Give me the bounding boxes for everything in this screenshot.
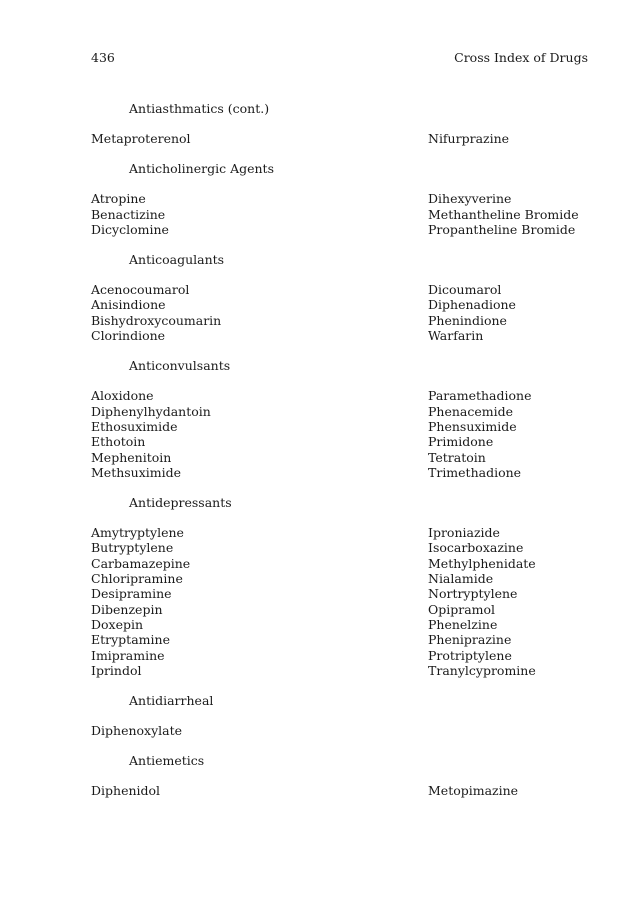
drug-name: Phenacemide [428, 403, 514, 419]
drug-column-right [428, 282, 516, 343]
drug-name: Chloripramine [91, 571, 183, 587]
drug-name: Imipramine [91, 647, 165, 663]
drug-column-left [91, 388, 211, 480]
drug-name: Benactizine [91, 206, 166, 222]
drug-name: Butryptylene [91, 540, 174, 556]
section-heading: Antidiarrheal [129, 693, 214, 709]
drug-columns [0, 783, 639, 798]
drug-columns [0, 282, 639, 343]
drug-name: Diphenylhydantoin [91, 403, 211, 419]
drug-name: Tranylcypromine [428, 662, 536, 678]
drug-name: Dicyclomine [91, 221, 169, 237]
drug-name: Dicoumarol [428, 282, 502, 298]
drug-name: Desipramine [91, 586, 172, 602]
drug-section [0, 160, 639, 237]
drug-name: Dibenzepin [91, 601, 163, 617]
drug-name: Paramethadione [428, 388, 532, 404]
drug-section [0, 494, 639, 678]
page-number: 436 [91, 50, 115, 65]
drug-name: Ethotoin [91, 434, 146, 450]
drug-name: Ethosuximide [91, 418, 178, 434]
drug-columns [0, 131, 639, 146]
drug-name: Mephenitoin [91, 449, 172, 465]
drug-name: Atropine [91, 191, 146, 207]
drug-name: Iprindol [91, 662, 142, 678]
drug-name: Tetratoin [428, 449, 486, 465]
drug-name: Diphenadione [428, 297, 516, 313]
drug-name: Nialamide [428, 571, 494, 587]
running-title: Cross Index of Drugs [454, 50, 588, 65]
drug-name: Protriptylene [428, 647, 512, 663]
drug-name: Diphenidol [91, 783, 161, 799]
drug-column-right [428, 783, 518, 798]
drug-name: Carbamazepine [91, 555, 191, 571]
drug-name: Clorindione [91, 328, 166, 344]
drug-name: Metaproterenol [91, 131, 191, 146]
drug-name: Doxepin [91, 616, 144, 632]
drug-name: Methsuximide [91, 464, 182, 480]
drug-name: Etryptamine [91, 632, 170, 648]
section-heading: Antiasthmatics (cont.) [129, 101, 270, 116]
drug-name: Nortryptylene [428, 586, 518, 602]
drug-columns [0, 525, 639, 678]
drug-name: Propantheline Bromide [428, 221, 576, 237]
drug-section [0, 251, 639, 343]
section-heading: Antidepressants [129, 495, 232, 511]
drug-name: Phenelzine [428, 616, 498, 632]
drug-columns [0, 388, 639, 480]
drug-name: Diphenoxylate [91, 723, 183, 739]
drug-name: Iproniazide [428, 525, 500, 541]
drug-name: Methantheline Bromide [428, 206, 579, 222]
drug-column-left [91, 723, 182, 738]
drug-section [0, 100, 639, 146]
drug-name: Bishydroxycoumarin [91, 312, 222, 328]
drug-name: Acenocoumarol [91, 282, 190, 298]
drug-name: Amytryptylene [91, 525, 184, 541]
drug-name: Anisindione [91, 297, 166, 313]
drug-section [0, 357, 639, 480]
drug-column-right [428, 131, 509, 146]
drug-name: Methylphenidate [428, 555, 536, 571]
drug-name: Aloxidone [91, 388, 154, 404]
drug-section [0, 692, 639, 738]
drug-name: Dihexyverine [428, 191, 512, 207]
drug-name: Warfarin [428, 328, 484, 344]
drug-section [0, 752, 639, 798]
drug-name: Phenindione [428, 312, 507, 328]
section-heading: Anticonvulsants [129, 358, 231, 374]
drug-name: Pheniprazine [428, 632, 512, 648]
drug-name: Primidone [428, 434, 494, 450]
drug-columns [0, 191, 639, 237]
drug-name: Phensuximide [428, 418, 517, 434]
drug-name: Metopimazine [428, 783, 519, 799]
drug-column-left [91, 131, 191, 146]
drug-name: Opipramol [428, 601, 496, 617]
drug-column-left [91, 282, 221, 343]
drug-name: Isocarboxazine [428, 540, 524, 556]
drug-index-sections [0, 100, 639, 799]
drug-column-left [91, 783, 160, 798]
drug-name: Nifurprazine [428, 131, 510, 146]
drug-column-left [91, 525, 190, 678]
section-heading: Anticholinergic Agents [129, 161, 274, 177]
section-heading: Anticoagulants [129, 252, 225, 268]
page-header [91, 50, 588, 66]
drug-columns [0, 723, 639, 738]
drug-column-right [428, 191, 579, 237]
drug-column-left [91, 191, 169, 237]
drug-column-right [428, 525, 536, 678]
section-heading: Antiemetics [129, 753, 205, 769]
drug-name: Trimethadione [428, 464, 522, 480]
drug-column-right [428, 388, 531, 480]
